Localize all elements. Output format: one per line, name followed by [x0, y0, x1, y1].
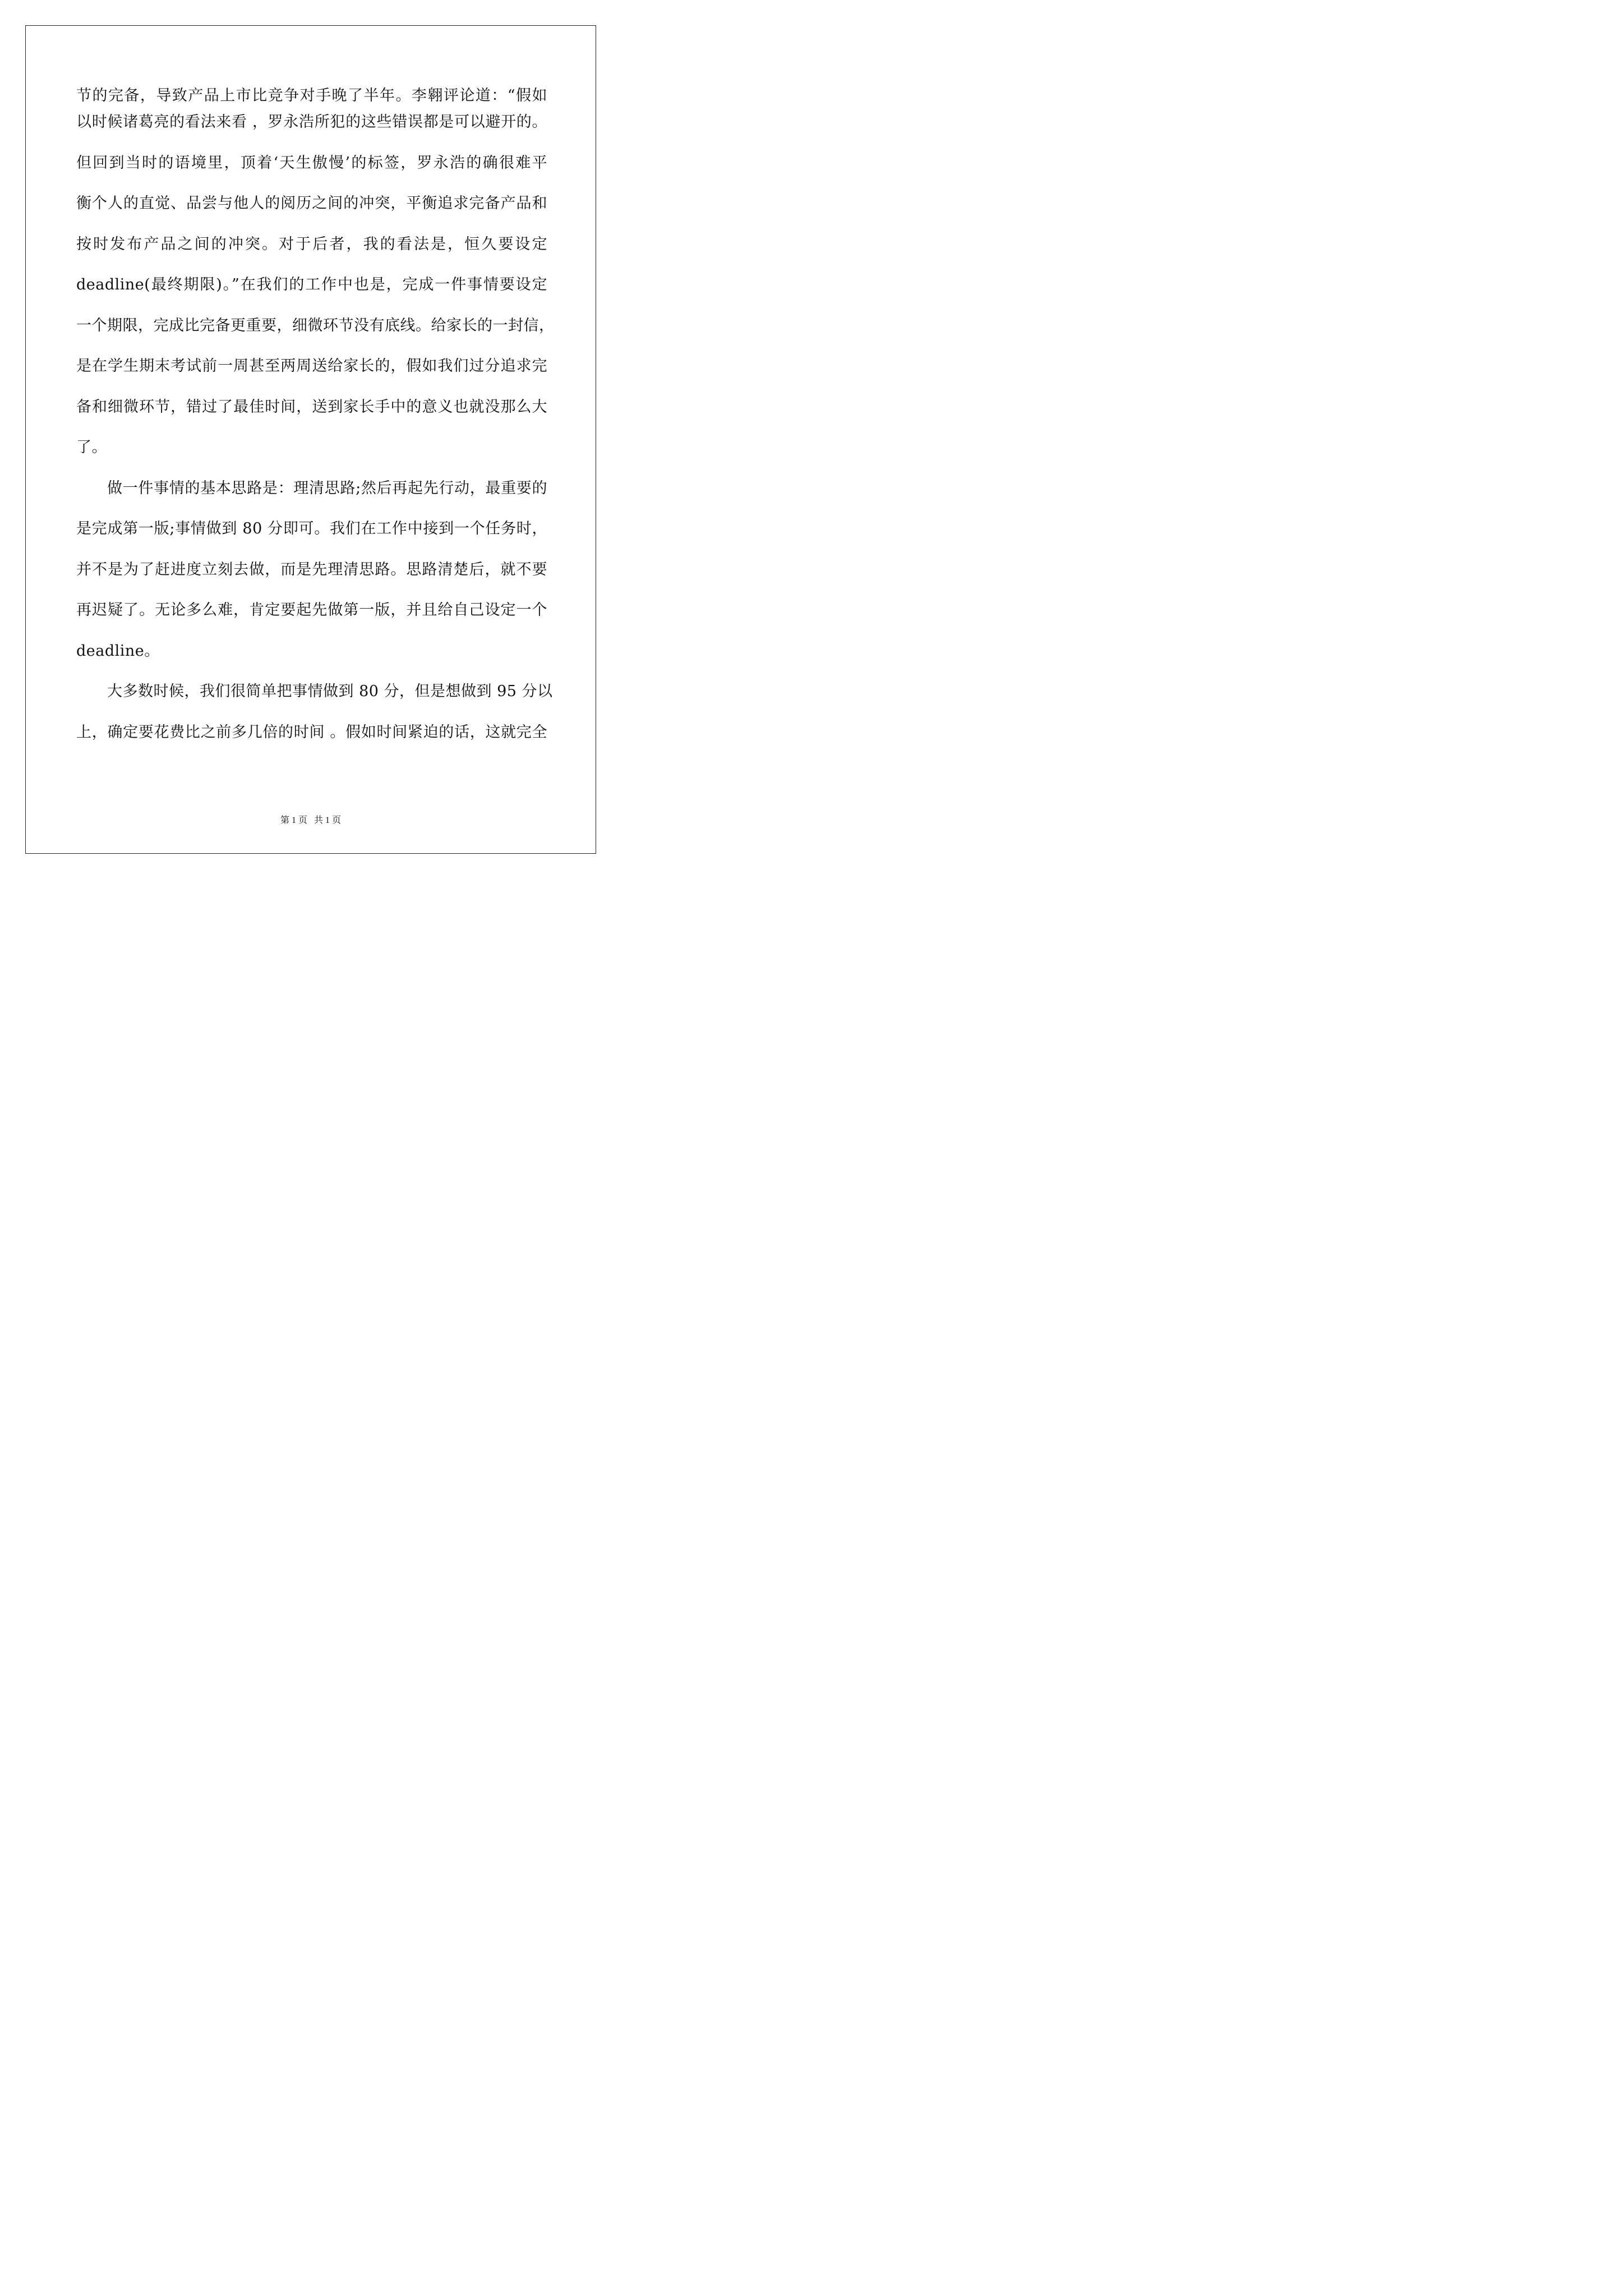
- text-line: 了。: [76, 439, 107, 456]
- text-line: 备和细微环节，错过了最佳时间，送到家长手中的意义也就没那么大: [76, 398, 547, 416]
- paragraph-first-line: 做一件事情的基本思路是：理清思路;然后再起先行动，最重要的: [107, 480, 547, 497]
- page-number-label: 第 1 页 共 1 页: [280, 816, 341, 825]
- text-line: 再迟疑了。无论多么难，肯定要起先做第一版，并且给自己设定一个: [76, 601, 547, 619]
- text-line: deadline(最终期限)。”在我们的工作中也是，完成一件事情要设定: [76, 276, 547, 293]
- text-line: 节的完备，导致产品上市比竞争对手晚了半年。李翱评论道：“假如: [76, 87, 547, 104]
- text-line: deadline。: [76, 642, 160, 660]
- text-line: 但回到当时的语境里，顶着‘天生傲慢’的标签，罗永浩的确很难平: [76, 154, 547, 172]
- text-line: 是在学生期末考试前一周甚至两周送给家长的，假如我们过分追求完: [76, 357, 547, 375]
- text-line: 以时候诸葛亮的看法来看 ，罗永浩所犯的这些错误都是可以避开的。: [76, 113, 547, 131]
- text-line: 是完成第一版;事情做到 80 分即可。我们在工作中接到一个任务时，: [76, 520, 547, 537]
- text-line: 按时发布产品之间的冲突。对于后者，我的看法是，恒久要设定: [76, 236, 547, 253]
- text-line: 衡个人的直觉、品尝与他人的阅历之间的冲突，平衡追求完备产品和: [76, 195, 547, 212]
- paragraph-first-line: 大多数时候，我们很简单把事情做到 80 分，但是想做到 95 分以: [107, 683, 553, 700]
- page-footer: [0, 815, 621, 827]
- text-line: 一个期限，完成比完备更重要，细微环节没有底线。给家长的一封信，: [76, 317, 555, 334]
- text-line: 并不是为了赶进度立刻去做，而是先理清思路。思路清楚后，就不要: [76, 561, 547, 578]
- text-line: 上，确定要花费比之前多几倍的时间 。假如时间紧迫的话，这就完全: [76, 724, 547, 741]
